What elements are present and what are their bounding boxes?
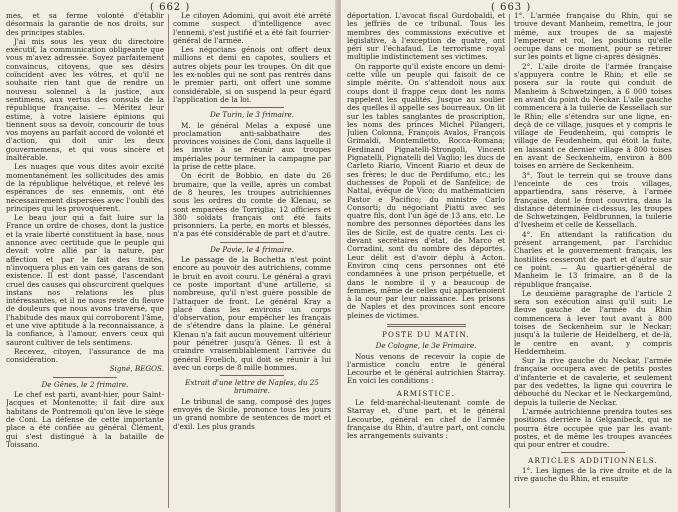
paragraph: mes, et sa ferme volonté d'établir désormais la garantie de nos droits, sur des principes stables. bbox=[6, 12, 164, 37]
paragraph: Le deuxième paragraphe de l'article 2 sera son exécution ainsi qu'il suit: Le fleuve gauche de l'armée du Rhin commencera à lever tout avant à 800 toises de Seckenheim sur le Neckar; jusqu'à la tuilerie de Heidelberg, et de-là, le centre en avant, y compris Heddernheim. bbox=[514, 288, 672, 356]
paragraph: Le citoyen Adomini, qui avoit été arrêté comme suspect d'intelligence avec l'ennemi, s'est justifié et a été fait fourrier-général de l'armée. bbox=[173, 12, 331, 45]
paragraph: 3°. Tout le terrein qui se trouve dans l'enceinte de ces trois villages, appartiendra, sans réserve, à l'armée française, dont le front couvrira, dans la distance déterminée ci-dessus, les troupes de Schwetzingen, Feldbrunnen, la tuilerie d'Ivesheim et celle de Kessellach. bbox=[514, 170, 672, 230]
section-rule bbox=[561, 452, 624, 453]
paragraph: L'armée autrichienne prendra toutes ses positions derrière la Gelganibeck, qui ne pourra être occupée que par les avant-postes, et de même les troupes avancées qui pour entrer et coudre. bbox=[514, 406, 672, 450]
right-page-column-2 bbox=[514, 12, 672, 506]
paragraph: Recevez, citoyen, l'assurance de ma considération. bbox=[6, 346, 164, 365]
page-number: ( 663 ) bbox=[491, 2, 532, 13]
paragraph: Le passage de la Bochetta n'est point encore au pouvoir des autrichiens, comme le bruit en avoit couru. Le général a gravi ce poste important d'une artillerie, si nombreuse, qu'il n'est guère possible de l'attaquer de front. Le général Kray a placé dans les environs un corps d'observation, pour empêcher les français de s'étendre dans la plaine. Le général Klenau n'a fait aucun mouvement ultérieur pour pénétrer jusqu'à Gênes. Il est à craindre vraisemblablement l'arrivée du général Froelich, qui doit se réunir à lui avec un corps de 8 mille hommes. bbox=[173, 255, 331, 372]
paragraph: On écrit de Bobbio, en date du 26 brumaire, que la veille, après un combat de 8 heures, les troupes autrichiennes sous les ordres du comte de Klenau, se sont emparées de Torriglia; 12 officiers et 380 soldats français ont été faits prisonniers. La perte, en morts et blessés, n'a pas été considérable de part et d'autre. bbox=[173, 171, 331, 239]
section-heading: ARTICLES ADDITIONNELS. bbox=[528, 456, 658, 466]
dateline-heading: De Gênes, le 2 frimaire. bbox=[41, 379, 129, 389]
right-page bbox=[341, 0, 678, 512]
column-divider bbox=[168, 14, 169, 508]
paragraph: 1°. L'armée française du Rhin, qui se trouve devant Manheim, remettra, le jour même, aux troupes de sa majesté l'empereur et roi, les positions qu'elle occupe dans ce moment, pour se retirer sur les points et ligne ci-après désignés. bbox=[514, 12, 672, 62]
paragraph: déportation. L'avocat fiscal Gurdobaldi, et les jeffriès de ce tribunal. Tous les membres des commissions exécutive et législative, à l'exception de quatre, ont péri sur l'échafaud. Le terrorisme royal multiplie indistinctement ses victimes. bbox=[347, 12, 505, 62]
signature-line: Signé, BEGOS. bbox=[109, 364, 164, 374]
paragraph: Nous venons de recevoir la copie de l'armistice conclu entre le général Lecourbe et le général autrichien Starray. En voici les conditions : bbox=[347, 351, 505, 386]
left-page-column-2 bbox=[173, 12, 331, 506]
paragraph: Les nuages que vous dites avoir excité momentanément les sollicitudes des amis de la république helvétique, et relevé les espérances de ses ennemis, ont été nécessairement dispersées avec l'oubli des principes qui les provoquèrent. bbox=[6, 162, 164, 213]
section-rule bbox=[220, 242, 283, 243]
paragraph: 4°. En attendant la ratification du présent arrangement, par l'archiduc Charles et le gouvernement français, les hostilités cesseront de part et d'autre sur ce point. — Au quartier-général de Manheim le 13 frimaire, an 8 de la république française. bbox=[514, 229, 672, 289]
paragraph: 1°. Les lignes de la rive droite et de la rive gauche du Rhin, et ensuite bbox=[514, 465, 672, 484]
section-heading: POSTE DU MATIN. bbox=[382, 329, 470, 339]
right-page-column-1 bbox=[347, 12, 505, 506]
paragraph: Sur la rive gauche du Neckar, l'armée française occupera avec de petits postes d'infanterie et de cavalerie, et seulement par des vedettes, la ligne qui couvrira le débouché du Neckar et le Neckargemünd, depuis la tuilerie de Neckar. bbox=[514, 356, 672, 407]
left-page-column-1 bbox=[6, 12, 164, 506]
paragraph: On rapporte qu'il existe encore un demi-cette ville un peuple qui faisoit de ce simple mérite. On s'attendoit nous aux coups dont il frappe ceux dont les noms rappelent les qualités. Jusque au soulier des quelles il appelle ses bourreaux. On lit sur les tables sanglantes de proscription, les noms des princes Michel Pilangeri, Julien Colonna, François Avalos, François Grimaldi, Montemiletto, Rocca-Romana; Ferdinand Pignatelli-Strongoli, Vincent Pignatelli, Pignatelli del Vaglio; les ducs de Carleto Riario, Vincent Riario et deux de ses frères; le duc de Perdifumo, etc.; les duchesses de Popoli et de Sanfelice; de Nattal, évêque de Vico; du mathématicien Pastor e Pacifico; du ministre Carlo Consorti; du négociant Piatti avec ses quatre fils, dont l'un âgé de 13 ans, etc. Le nombre des personnes déportées dans les îles de Sicile, est de quatre cents. Les ci-devant secrétaires d'état, de Marco et Corradini, sont du nombre des déportés. Leur délit est d'avoir déplu à Acton. Environ cinq cens personnes ont été condamnées à une prison perpétuelle, et dans le nombre il y a beaucoup de femmes, même de celles qui appartenoient à la cour par leur naissance. Les prisons de Naples et des provinces sont encore pleines de victimes. bbox=[347, 61, 505, 320]
section-heading: ARMISTICE. bbox=[396, 388, 456, 398]
dateline-heading: De Turin, le 3 frimaire. bbox=[209, 110, 295, 120]
paragraph: Le chef est parti, avant-hier, pour Saint-Jacques et Montenotte; il fait dire aux habitans de Pontremoli qu'on lève le siège de Coni. La défense de cette importante place a été confiée au général Clément, qui s'est distingué à la bataille de Toissano. bbox=[6, 390, 164, 449]
section-rule bbox=[53, 377, 116, 378]
paragraph: Le beau jour qui a fait luire sur la France un ordre de choses, dont la justice et la vraie liberté constituent la base, nous annonce avec certitude que le peuple qui devait votre allié par la nature, par affection et par le fait des traités, n'invoquera plus en vain ces garans de son existence. Il est dont passé, l'ascendant cruel des causes qui obscurcirent quelques instans nos relations les plus intéressantes, et il ne nous reste du fleuve de douleurs que nous avons traversé, que l'habitude des maux qui corroborent l'âme, et une vive aptitude à la reconnaissance, à la confiance, à l'amour, envers ceux qui sauront cultiver de tels sentimens. bbox=[6, 213, 164, 347]
paragraph: Le tribunal de sang, composé des juges envoyés de Sicile, prononce tous les jours un grand nombre de sentences de mort et d'exil. Les plus grands bbox=[173, 396, 331, 431]
section-rule bbox=[220, 107, 283, 108]
paragraph: Les négocians génois ont offert deux millions et demi en capotes, souliers et autres objets pour les troupes. On dit que les ex-nobles qui ne sont pas rentrés dans le premier parti, ont offert une somme considérable, si on suspend la peur égard l'application de la loi. bbox=[173, 45, 331, 104]
dateline-heading: Extrait d'une lettre de Naples, du 25 brumaire. bbox=[185, 378, 319, 396]
section-rule bbox=[220, 375, 283, 376]
dateline-heading: De Pavie, le 4 frimaire. bbox=[210, 244, 294, 254]
left-page bbox=[0, 0, 337, 512]
paragraph: 2°. L'aile droite de l'armée française s'appuyera contre le Rhin; et elle se posera sur la route qui conduit de Manheim à Schwetzingen, à 6 000 toises en avant du point du Neckar. L'aile gauche commencera à la tuilerie de Kessellach sur le Rhin; elle s'étendra sur une ligne, en-deçà de ce village, jusques et y compris le village de Feudenheim, qui compris le village de Feudenheim, qui étoit la fuite, en laissant ce dernier village à 800 toises en avant de Seckenheim, environ à 800 toises en arrière de Seckenheim. bbox=[514, 61, 672, 171]
section-rule bbox=[387, 324, 466, 327]
column-divider bbox=[509, 14, 510, 508]
paragraph: Le feld-maréchal-lieutenant comte de Starray et, d'une part, et le général Lecourbe, général en chef de l'armée française du Rhin, d'autre part, ont conclu les arrangements suivants : bbox=[347, 398, 505, 441]
paragraph: M. le général Melas a exposé une proclamation anti-sabbathaire des provinces voisines de Coni, dans laquelle il les invite à se réunir aux troupes impériales pour terminer la campagne par la prise de cette place. bbox=[173, 120, 331, 172]
page-number: ( 662 ) bbox=[150, 2, 191, 13]
dateline-heading: De Cologne, le 3e Frimaire. bbox=[375, 341, 477, 351]
paragraph: J'ai mis sous les yeux du directoire exécutif, la communication obligeante que vous m'avez adressée. Soyez parfaitement convaincus, citoyens, que ses désirs coïncident avec les vôtres, et qu'il ne souhaite rien tant que de rendre un nouveau solennel à la justice, aux sentimens, aux vertus des consuls de la république française. — Méritez leur estime, à votre laisiere épinions qui tiennent sous sa devoir, concourir de tous vos moyens au parfait accord de volonté et d'action, qui doit unir les deux gouvernemens, et qui vous sincère et inaltérable. bbox=[6, 36, 164, 163]
